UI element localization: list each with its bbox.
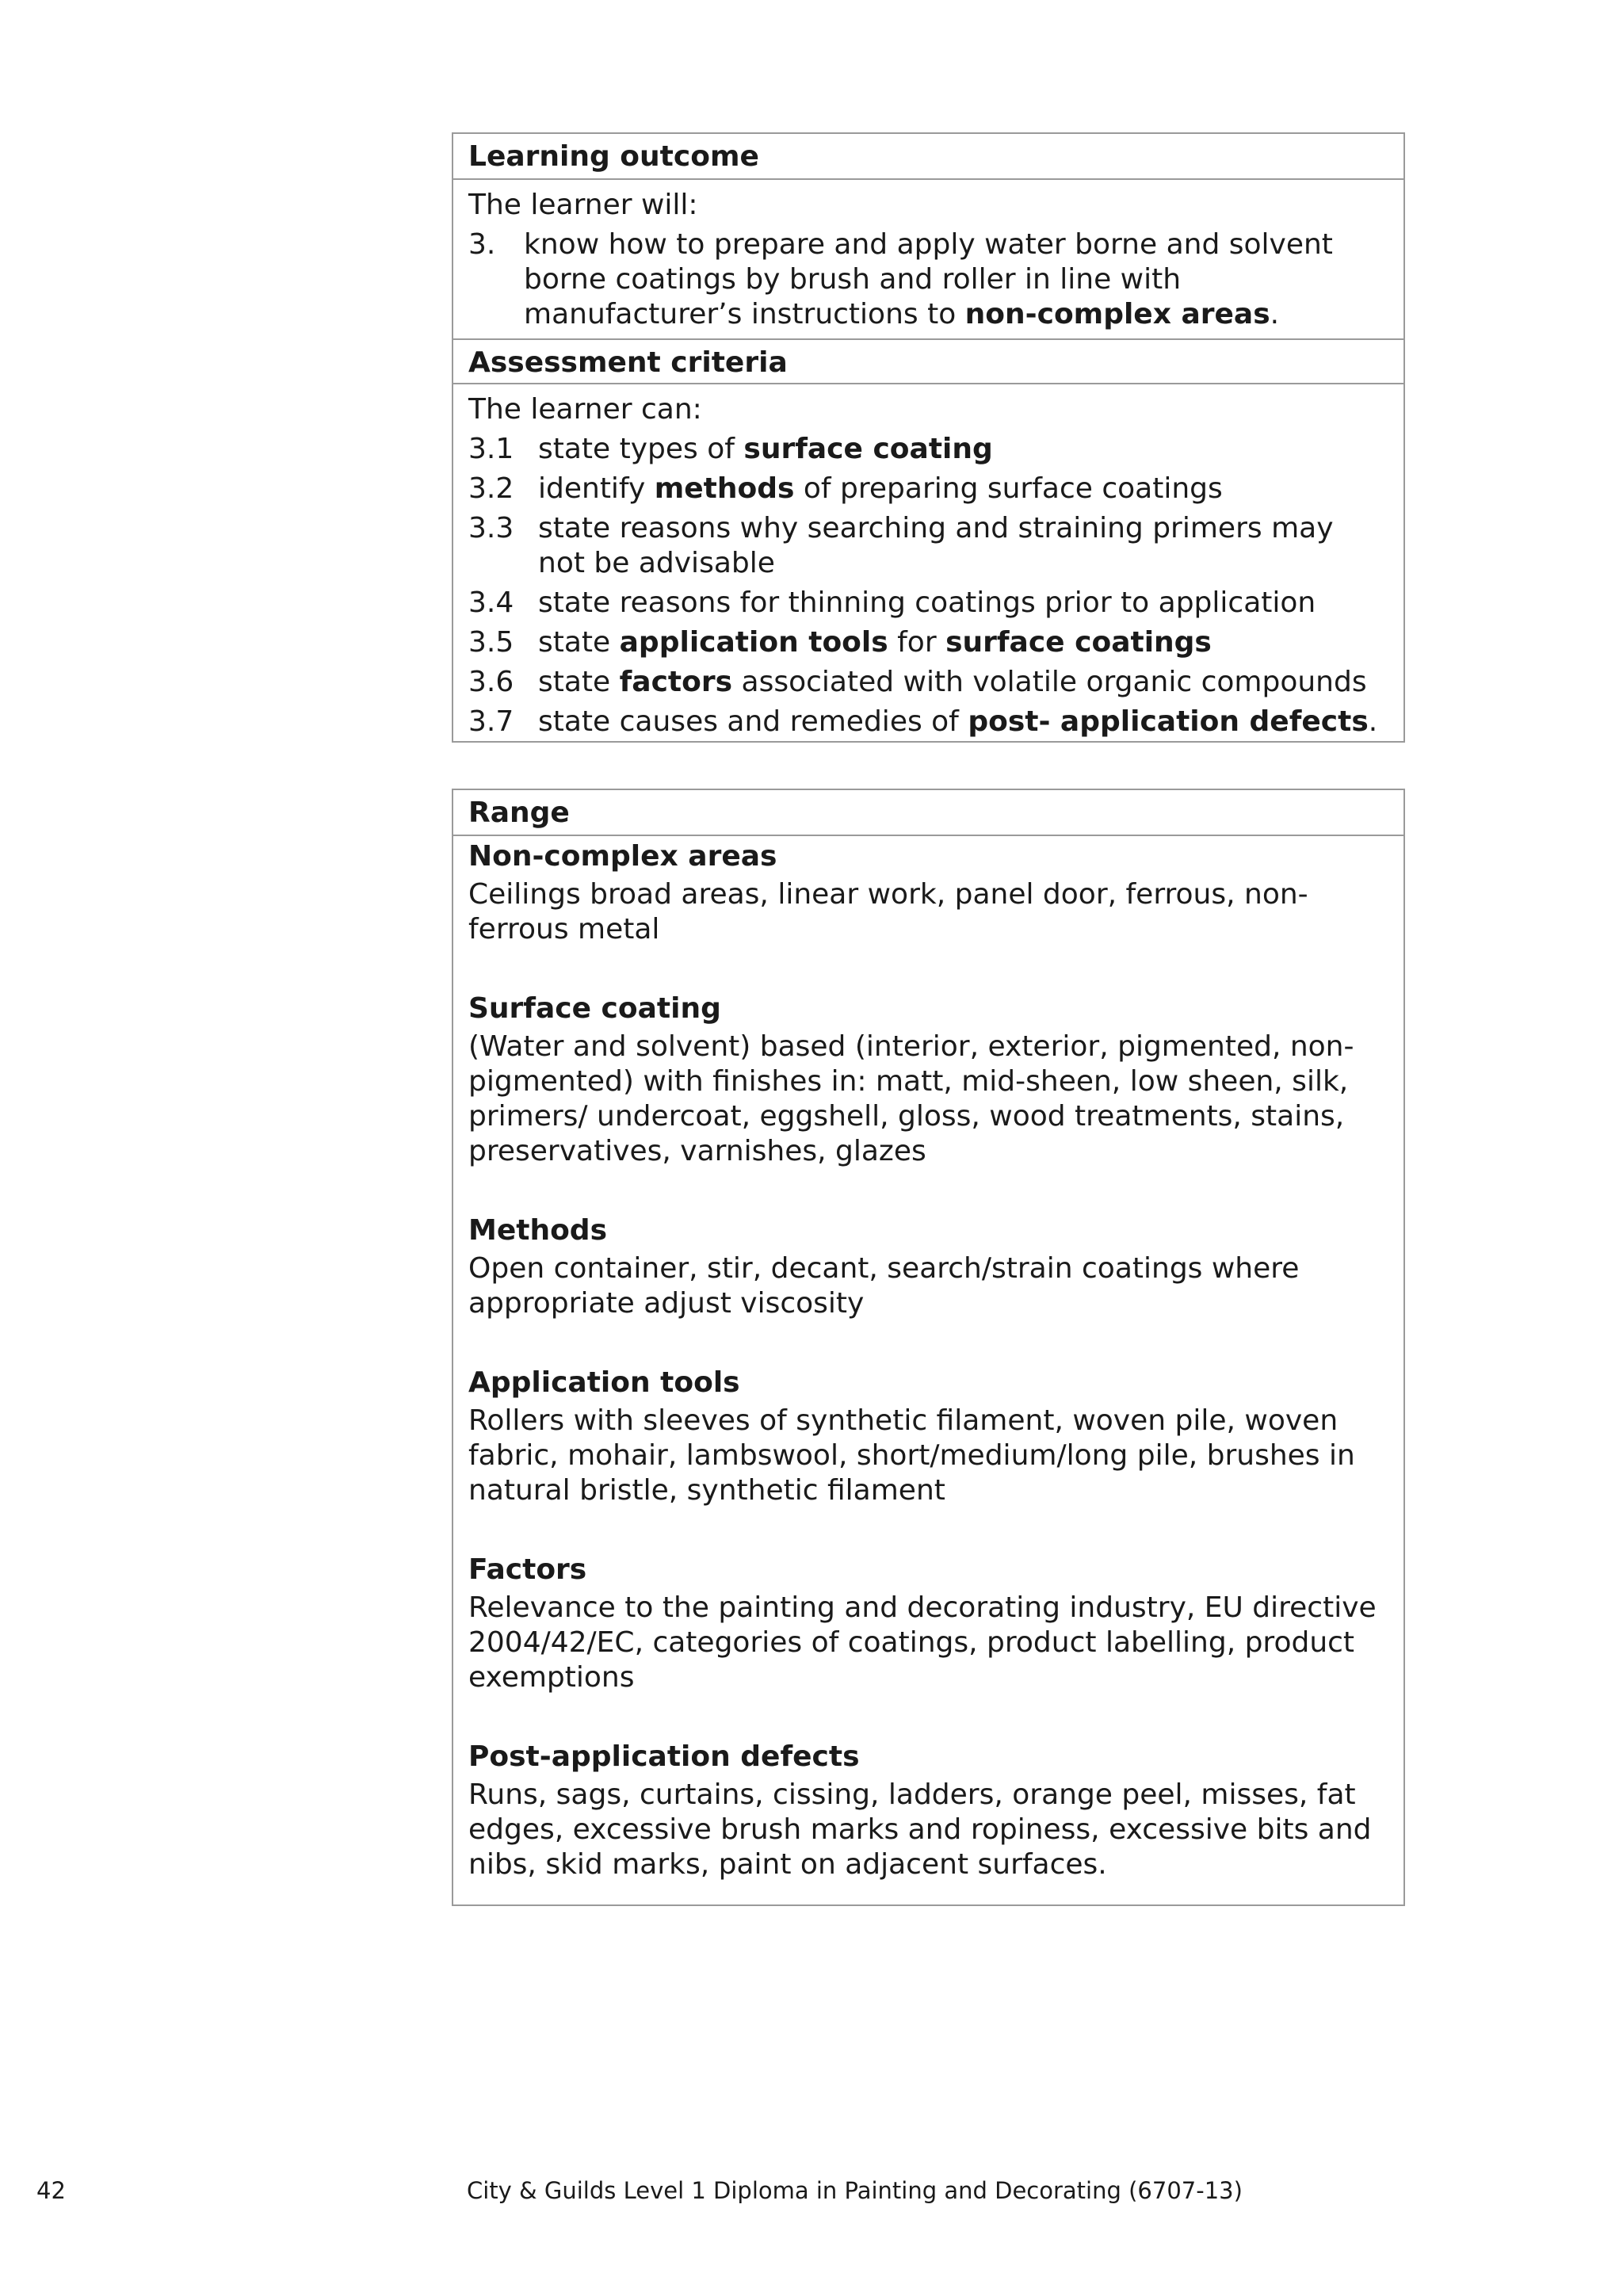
learning-outcome-body xyxy=(453,180,1403,332)
criterion-text xyxy=(538,665,1384,700)
assessment-criteria-heading: Assessment criteria xyxy=(453,338,1403,384)
criterion-item xyxy=(468,705,1384,739)
criterion-item xyxy=(468,432,1384,467)
criterion-text-part: identify xyxy=(538,472,655,505)
criterion-text-part: for xyxy=(888,626,946,659)
range-section-body: Open container, stir, decant, search/strain coatings where appropriate adjust viscosity xyxy=(468,1252,1300,1320)
criterion-text-bold: surface coatings xyxy=(945,626,1212,659)
range-section-title: Surface coating xyxy=(468,992,721,1025)
range-section-title: Application tools xyxy=(468,1366,740,1399)
criterion-text-part: state xyxy=(538,626,620,659)
criterion-text xyxy=(538,705,1384,739)
learning-outcome-text-part: know how to prepare and apply water borne and solvent borne coatings by brush and roller in line with manufacturer’s instructions to xyxy=(524,228,1333,330)
learning-outcome-table xyxy=(452,132,1405,743)
footer-title: City & Guilds Level 1 Diploma in Painting and Decorating (6707-13) xyxy=(467,2177,1243,2204)
range-section-body: (Water and solvent) based (interior, exterior, pigmented, non-pigmented) with finishes in: matt, mid-sheen, low sheen, silk, primers/ undercoat, eggshell, gloss, wood treatments, stains, preservatives, varnishes, glazes xyxy=(468,1030,1354,1167)
range-sections xyxy=(453,836,1403,1882)
assessment-criteria-body xyxy=(453,384,1403,739)
page-number: 42 xyxy=(36,2177,66,2204)
criterion-text-part: of preparing surface coatings xyxy=(794,472,1223,505)
learning-outcome-text xyxy=(524,227,1384,332)
criterion-text-bold: surface coating xyxy=(743,433,993,465)
criterion-number: 3.3 xyxy=(468,512,514,544)
criterion-text-part: state reasons for thinning coatings prior to application xyxy=(538,586,1316,619)
criterion-text-part: state xyxy=(538,666,620,698)
learning-outcome-heading: Learning outcome xyxy=(453,134,1403,180)
criterion-item xyxy=(468,665,1384,700)
criterion-number: 3.2 xyxy=(468,472,514,505)
criterion-item xyxy=(468,586,1384,621)
criterion-number: 3.4 xyxy=(468,586,514,619)
criteria-list xyxy=(468,432,1384,739)
criterion-item xyxy=(468,472,1384,506)
criterion-text xyxy=(538,625,1384,660)
range-heading: Range xyxy=(453,790,1403,836)
range-section-title: Methods xyxy=(468,1214,608,1247)
criterion-number: 3.7 xyxy=(468,705,514,738)
range-section-title: Non-complex areas xyxy=(468,840,777,873)
criterion-text-bold: post- application defects xyxy=(968,705,1369,738)
criterion-text-part: state reasons why searching and straining primers may not be advisable xyxy=(538,512,1334,579)
criterion-text xyxy=(538,472,1384,506)
criterion-text xyxy=(538,586,1384,621)
criterion-text-part: associated with volatile organic compounds xyxy=(732,666,1367,698)
learning-outcome-intro: The learner will: xyxy=(468,189,698,221)
criterion-number: 3.1 xyxy=(468,433,514,465)
learning-outcome-item xyxy=(468,227,1384,332)
criterion-text-bold: methods xyxy=(654,472,795,505)
criterion-text-part: state causes and remedies of xyxy=(538,705,968,738)
criterion-text xyxy=(538,432,1384,467)
criterion-text-bold: factors xyxy=(619,666,733,698)
criterion-number: 3.6 xyxy=(468,666,514,698)
criterion-item xyxy=(468,625,1384,660)
criterion-number: 3.5 xyxy=(468,626,514,659)
learning-outcome-text-bold: non-complex areas xyxy=(964,298,1270,330)
criterion-text xyxy=(538,511,1384,581)
criterion-text-part: state types of xyxy=(538,433,744,465)
range-table xyxy=(452,789,1405,1906)
range-section-body: Ceilings broad areas, linear work, panel door, ferrous, non-ferrous metal xyxy=(468,878,1308,946)
range-section-title: Post-application defects xyxy=(468,1740,860,1773)
learning-outcome-text-end: . xyxy=(1270,298,1280,330)
range-section-body: Runs, sags, curtains, cissing, ladders, orange peel, misses, fat edges, excessive brush marks and ropiness, excessive bits and nibs, skid marks, paint on adjacent surfaces. xyxy=(468,1778,1372,1881)
range-section-body: Rollers with sleeves of synthetic filament, woven pile, woven fabric, mohair, lambswool, short/medium/long pile, brushes in natural bristle, synthetic filament xyxy=(468,1404,1355,1507)
criterion-item xyxy=(468,511,1384,581)
criterion-text-bold: application tools xyxy=(619,626,888,659)
assessment-intro: The learner can: xyxy=(468,393,702,426)
range-section-body: Relevance to the painting and decorating industry, EU directive 2004/42/EC, categories of coatings, product labelling, product exemptions xyxy=(468,1591,1377,1694)
learning-outcome-number: 3. xyxy=(468,228,496,261)
range-section-title: Factors xyxy=(468,1553,587,1586)
criterion-text-part: . xyxy=(1368,705,1378,738)
